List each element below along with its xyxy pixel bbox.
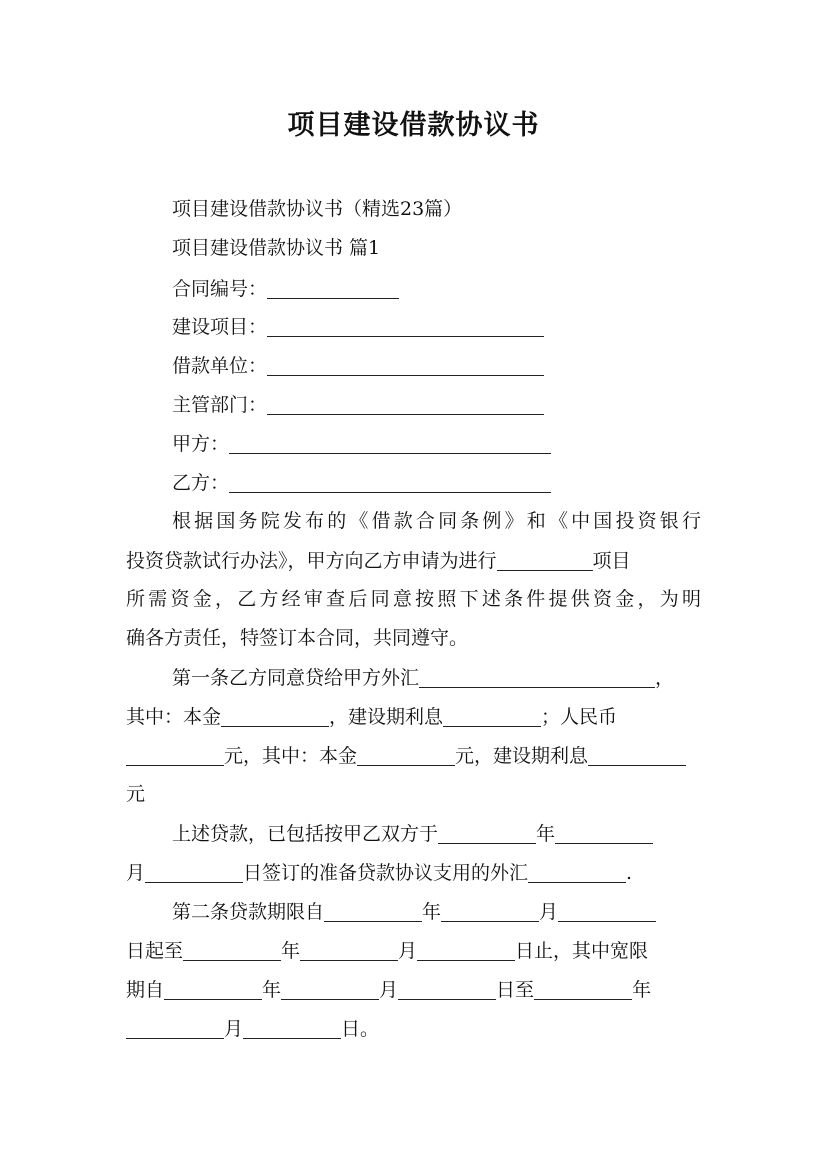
field-contract-no (172, 279, 399, 299)
text-run: 日起至 (126, 940, 184, 962)
para2-line3 (126, 746, 686, 766)
text-run: 日签订的准备贷款协议支用的外汇 (243, 862, 529, 884)
field-label: 甲方： (172, 433, 230, 455)
blank-line (267, 317, 544, 337)
blank-line (357, 746, 455, 766)
text-run: . (626, 862, 633, 884)
para4-line1 (172, 902, 656, 922)
text-run: 元，其中：本金 (224, 745, 358, 767)
text-run: 日止，其中宽限 (515, 940, 649, 962)
blank-line (164, 980, 262, 1000)
blank-line (183, 941, 281, 961)
text-run: 年 (281, 940, 301, 962)
blank-line (417, 941, 515, 961)
field-party-a (172, 434, 551, 454)
field-label: 建设项目： (172, 316, 268, 338)
para4-line3 (126, 980, 651, 1000)
field-party-b (172, 473, 551, 493)
para2-line2 (126, 707, 617, 727)
para3-line1 (172, 824, 653, 844)
text-run: 月 (398, 940, 418, 962)
blank-line (528, 863, 626, 883)
blank-line (145, 863, 243, 883)
blank-line (300, 941, 398, 961)
text-run: 元，建设期利息 (455, 745, 589, 767)
para2-line4: 元 (126, 783, 146, 805)
text-run: 期自 (126, 979, 165, 1001)
blank-line (558, 902, 656, 922)
blank-line (229, 473, 551, 493)
text-run: 年 (422, 901, 442, 923)
text-run: 投资贷款试行办法》，甲方向乙方申请为进行 (126, 550, 497, 572)
text-run: 其中：本金 (126, 706, 222, 728)
field-dept (172, 395, 544, 415)
blank-line (267, 279, 399, 299)
text-run: 年 (632, 979, 652, 1001)
blank-line (126, 1019, 224, 1039)
blank-line (126, 746, 224, 766)
para1-line1: 根据国务院发布的《借款合同条例》和《中国投资银行 (172, 510, 701, 532)
text-run: 月 (126, 862, 146, 884)
text-run: 第一条乙方同意贷给甲方外汇 (172, 667, 420, 689)
blank-line (229, 434, 551, 454)
blank-line (497, 551, 593, 571)
para3-line2 (126, 863, 632, 883)
text-run: 上述贷款，已包括按甲乙双方于 (172, 823, 439, 845)
blank-line (588, 746, 686, 766)
field-label: 合同编号： (172, 278, 268, 300)
text-run: 月 (379, 979, 399, 1001)
field-label: 主管部门： (172, 394, 268, 416)
text-run: 年 (262, 979, 282, 1001)
text-run: ， (655, 667, 675, 689)
text-run: 日。 (341, 1018, 380, 1040)
document-title: 项目建设借款协议书 (287, 110, 540, 141)
text-run: 月 (539, 901, 559, 923)
text-run: ；人民币 (541, 706, 618, 728)
para1-line2 (126, 551, 631, 571)
field-label: 借款单位： (172, 355, 268, 377)
blank-line (398, 980, 496, 1000)
blank-line (243, 1019, 341, 1039)
text-run: 日至 (496, 979, 535, 1001)
para2-line1 (172, 668, 674, 688)
blank-line (267, 356, 544, 376)
text-run: 年 (536, 823, 556, 845)
blank-line (438, 824, 536, 844)
para4-line2 (126, 941, 648, 961)
blank-line (267, 395, 544, 415)
blank-line (281, 980, 379, 1000)
field-project (172, 317, 544, 337)
field-label: 乙方： (172, 472, 230, 494)
blank-line (534, 980, 632, 1000)
blank-line (324, 902, 422, 922)
text-run: 月 (224, 1018, 244, 1040)
para4-line4 (126, 1019, 379, 1039)
text-run: 第二条贷款期限自 (172, 901, 325, 923)
blank-line (443, 707, 541, 727)
blank-line (441, 902, 539, 922)
text-run: 项目 (592, 550, 631, 572)
text-run: ，建设期利息 (329, 706, 444, 728)
blank-line (419, 668, 655, 688)
para1-line3: 所需资金，乙方经审查后同意按照下述条件提供资金，为明 (126, 588, 701, 610)
subtitle: 项目建设借款协议书（精选23篇） (172, 198, 463, 220)
blank-line (555, 824, 653, 844)
para1-line4: 确各方责任，特签订本合同，共同遵守。 (126, 627, 469, 649)
blank-line (221, 707, 329, 727)
chapter-heading: 项目建设借款协议书 篇1 (172, 237, 381, 259)
field-borrower (172, 356, 544, 376)
